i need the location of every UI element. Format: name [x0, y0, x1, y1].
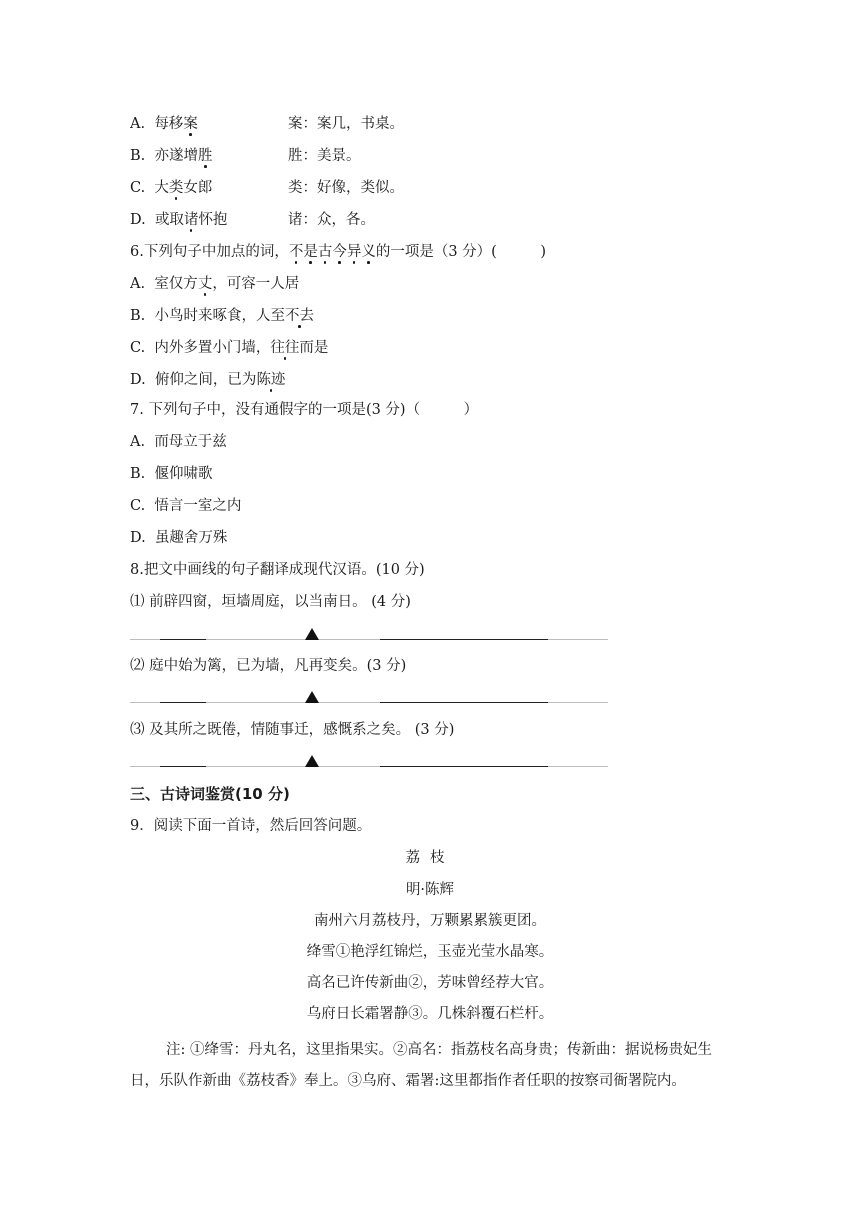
poem-line-2: 绛雪①艳浮红锦烂，玉壶光莹水晶寒。 [306, 944, 554, 960]
emphasis-dot-char: 义 [361, 244, 376, 260]
q7-option-b: B. 偃仰啸歌 [130, 466, 213, 482]
emphasis-dot-char: 不 [288, 244, 304, 260]
q8-stem: 8.把文中画线的句子翻译成现代汉语。(10 分) [130, 562, 425, 578]
answer-line-3[interactable] [130, 753, 608, 767]
q5-option-d: D. 或取诸怀抱 [130, 212, 228, 228]
q6-option-c: C. 内外多置小门墙，往往而是 [130, 340, 329, 356]
emphasis-dot-word: 胜 [197, 148, 213, 164]
q6-option-d: D. 俯仰之间，已为陈迹 [130, 372, 286, 388]
emphasis-dot-word: 类 [168, 180, 184, 196]
poem-line-1: 南州六月荔枝丹，万颗累累簇更团。 [314, 913, 546, 929]
triangle-marker-icon [305, 755, 319, 767]
emphasis-dot-word: 丈 [197, 276, 213, 292]
q7-option-d: D. 虽趣舍万殊 [130, 530, 228, 546]
poem-author: 明·陈辉 [405, 882, 455, 898]
emphasis-dot-word: 案 [183, 116, 198, 132]
q6-stem: 6.下列句子中加点的词，不是古今异义的一项是（3 分）( ) [130, 244, 546, 260]
q5-gloss-b: 胜：美景。 [288, 148, 361, 164]
section-heading: 三、古诗词鉴赏(10 分) [130, 785, 290, 803]
emphasis-dot-char: 异 [346, 244, 362, 260]
q8-item-1: ⑴ 前辟四窗，垣墙周庭，以当南日。 (4 分) [130, 594, 411, 610]
emphasis-dot-char: 古 [317, 244, 333, 260]
answer-line-2[interactable] [130, 689, 608, 703]
q5-gloss-d: 诸：众，各。 [288, 212, 375, 228]
q7-stem: 7. 下列句子中，没有通假字的一项是(3 分)（ ） [130, 402, 479, 418]
q8-item-3: ⑶ 及其所之既倦，情随事迁，感慨系之矣。 (3 分) [130, 722, 455, 738]
q5-option-c: C. 大类女郎 [130, 180, 213, 196]
answer-line-1[interactable] [130, 626, 608, 640]
poem-note: 注: ①绛雪：丹丸名，这里指果实。②高名：指荔枝名高身贵；传新曲：据说杨贵妃生日，乐队作新曲《荔枝香》奉上。③乌府、霜署:这里都指作者任职的按察司衙署院内。 [130, 1042, 712, 1089]
q5-gloss-c: 类：好像，类似。 [288, 180, 404, 196]
poem-line-3: 高名已许传新曲②，芳味曾经荐大官。 [306, 975, 554, 991]
emphasis-dot-word: 诸 [183, 212, 199, 228]
q7-option-c: C. 悟言一室之内 [130, 498, 242, 514]
q5-gloss-a: 案：案几，书桌。 [288, 116, 404, 132]
emphasis-dot-char: 今 [332, 244, 347, 260]
q6-option-b: B. 小鸟时来啄食，人至不去 [130, 308, 314, 324]
emphasis-dot-word: 往往 [270, 340, 300, 356]
q5-option-a: A. 每移案 [130, 116, 198, 132]
q5-option-b: B. 亦遂增胜 [130, 148, 213, 164]
q6-option-a: A. 室仅方丈，可容一人居 [130, 276, 300, 292]
emphasis-dot-word: 陈迹 [256, 372, 286, 388]
emphasis-dot-char: 是 [303, 244, 318, 260]
poem-title: 荔枝 [405, 850, 455, 866]
poem-line-4: 乌府日长霜署静③。几株斜覆石栏杆。 [306, 1006, 554, 1022]
emphasis-dot-word: 不去 [284, 308, 314, 324]
triangle-marker-icon [305, 691, 319, 703]
q9-stem: 9．阅读下面一首诗，然后回答问题。 [130, 818, 372, 834]
q8-item-2: ⑵ 庭中始为篱，已为墙，凡再变矣。(3 分) [130, 658, 407, 674]
triangle-marker-icon [305, 628, 319, 640]
q7-option-a: A. 而母立于兹 [130, 434, 227, 450]
